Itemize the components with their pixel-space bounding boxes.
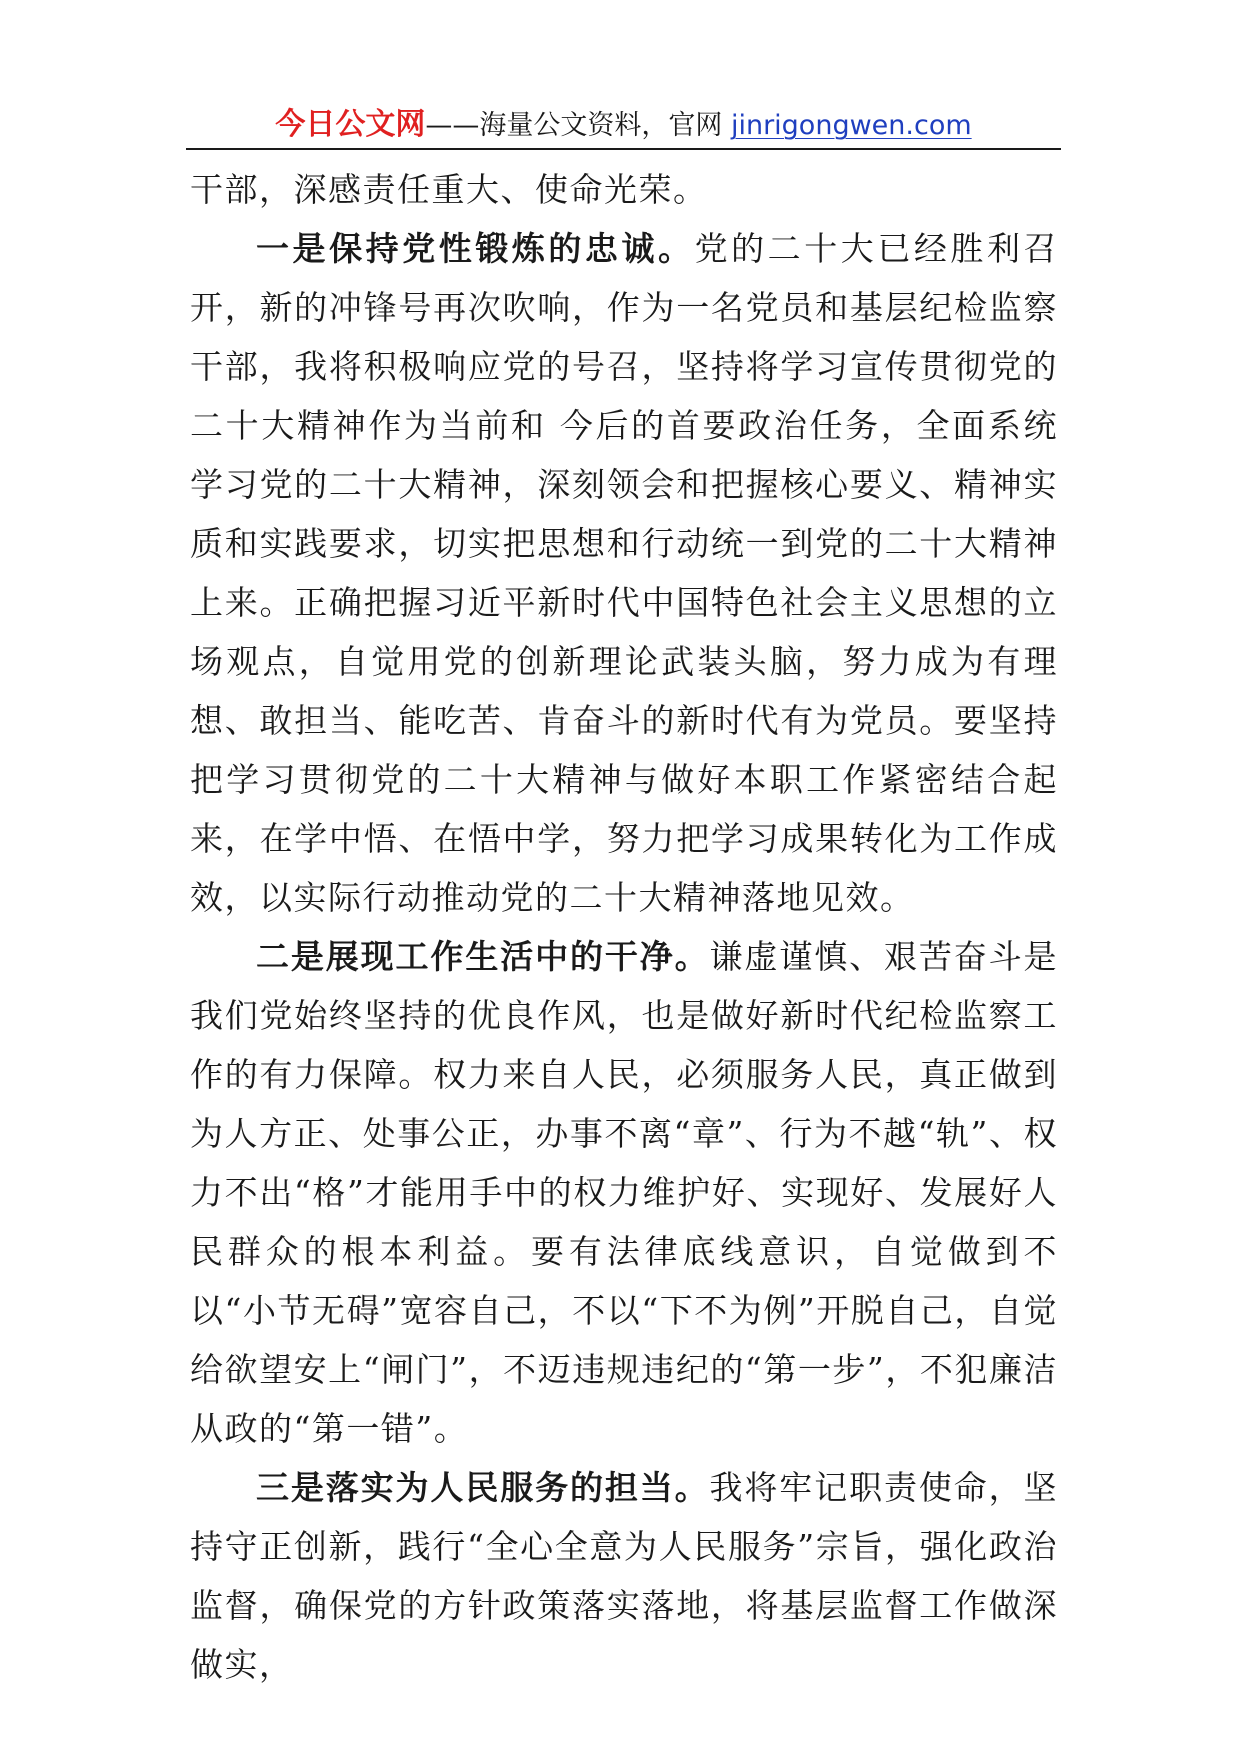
- document-body: [190, 160, 1058, 1694]
- header-dash: ——: [425, 110, 480, 141]
- paragraph-integrity: [190, 927, 1058, 1458]
- site-url-link[interactable]: jinrigongwen.com: [730, 110, 972, 141]
- header-tagline: 海量公文资料，官网: [479, 110, 723, 141]
- paragraph-text: 党的二十大已经胜利召开，新的冲锋号再次吹响，作为一名党员和基层纪检监察干部，我将积极响应党的号召，坚持将学习宣传贯彻党的二十大精神作为当前和 今后的首要政治任务，全面系统学习党的二十大精神，深刻领会和把握核心要义、精神实质和实践要求，切实把思想和行动统一到党的二十大精神上来。正确把握习近平新时代中国特色社会主义思想的立场观点，自觉用党的创新理论武装头脑，努力成为有理想、敢担当、能吃苦、肯奋斗的新时代有为党员。要坚持把学习贯彻党的二十大精神与做好本职工作紧密结合起来，在学中悟、在悟中学，努力把学习成果转化为工作成效，以实际行动推动党的二十大精神落地见效。: [190, 229, 1059, 917]
- site-brand: 今日公文网: [275, 107, 426, 142]
- paragraph-responsibility: [190, 1458, 1058, 1694]
- page-header: [186, 103, 1061, 147]
- paragraph-lead: 一是保持党性锻炼的忠诚。: [256, 229, 695, 268]
- header-divider: [186, 148, 1061, 150]
- paragraph-text: 我将牢记职责使命，坚持守正创新，践行“全心全意为人民服务”宗旨，强化政治监督，确保党的方针政策落实落地，将基层监督工作做深做实，: [190, 1468, 1059, 1684]
- paragraph-text: 谦虚谨慎、艰苦奋斗是我们党始终坚持的优良作风，也是做好新时代纪检监察工作的有力保障。权力来自人民，必须服务人民，真正做到为人方正、处事公正，办事不离“章”、行为不越“轨”、权力不出“格”才能用手中的权力维护好、实现好、发展好人民群众的根本利益。要有法律底线意识，自觉做到不以“小节无碍”宽容自己，不以“下不为例”开脱自己，自觉给欲望安上“闸门”，不迈违规违纪的“第一步”，不犯廉洁从政的“第一错”。: [190, 937, 1059, 1448]
- paragraph-loyalty: [190, 219, 1058, 927]
- paragraph-lead: 三是落实为人民服务的担当。: [256, 1468, 710, 1507]
- paragraph-lead: 二是展现工作生活中的干净。: [256, 937, 710, 976]
- paragraph-continuation: [190, 160, 1058, 219]
- paragraph-text: 干部，深感责任重大、使命光荣。: [190, 170, 708, 209]
